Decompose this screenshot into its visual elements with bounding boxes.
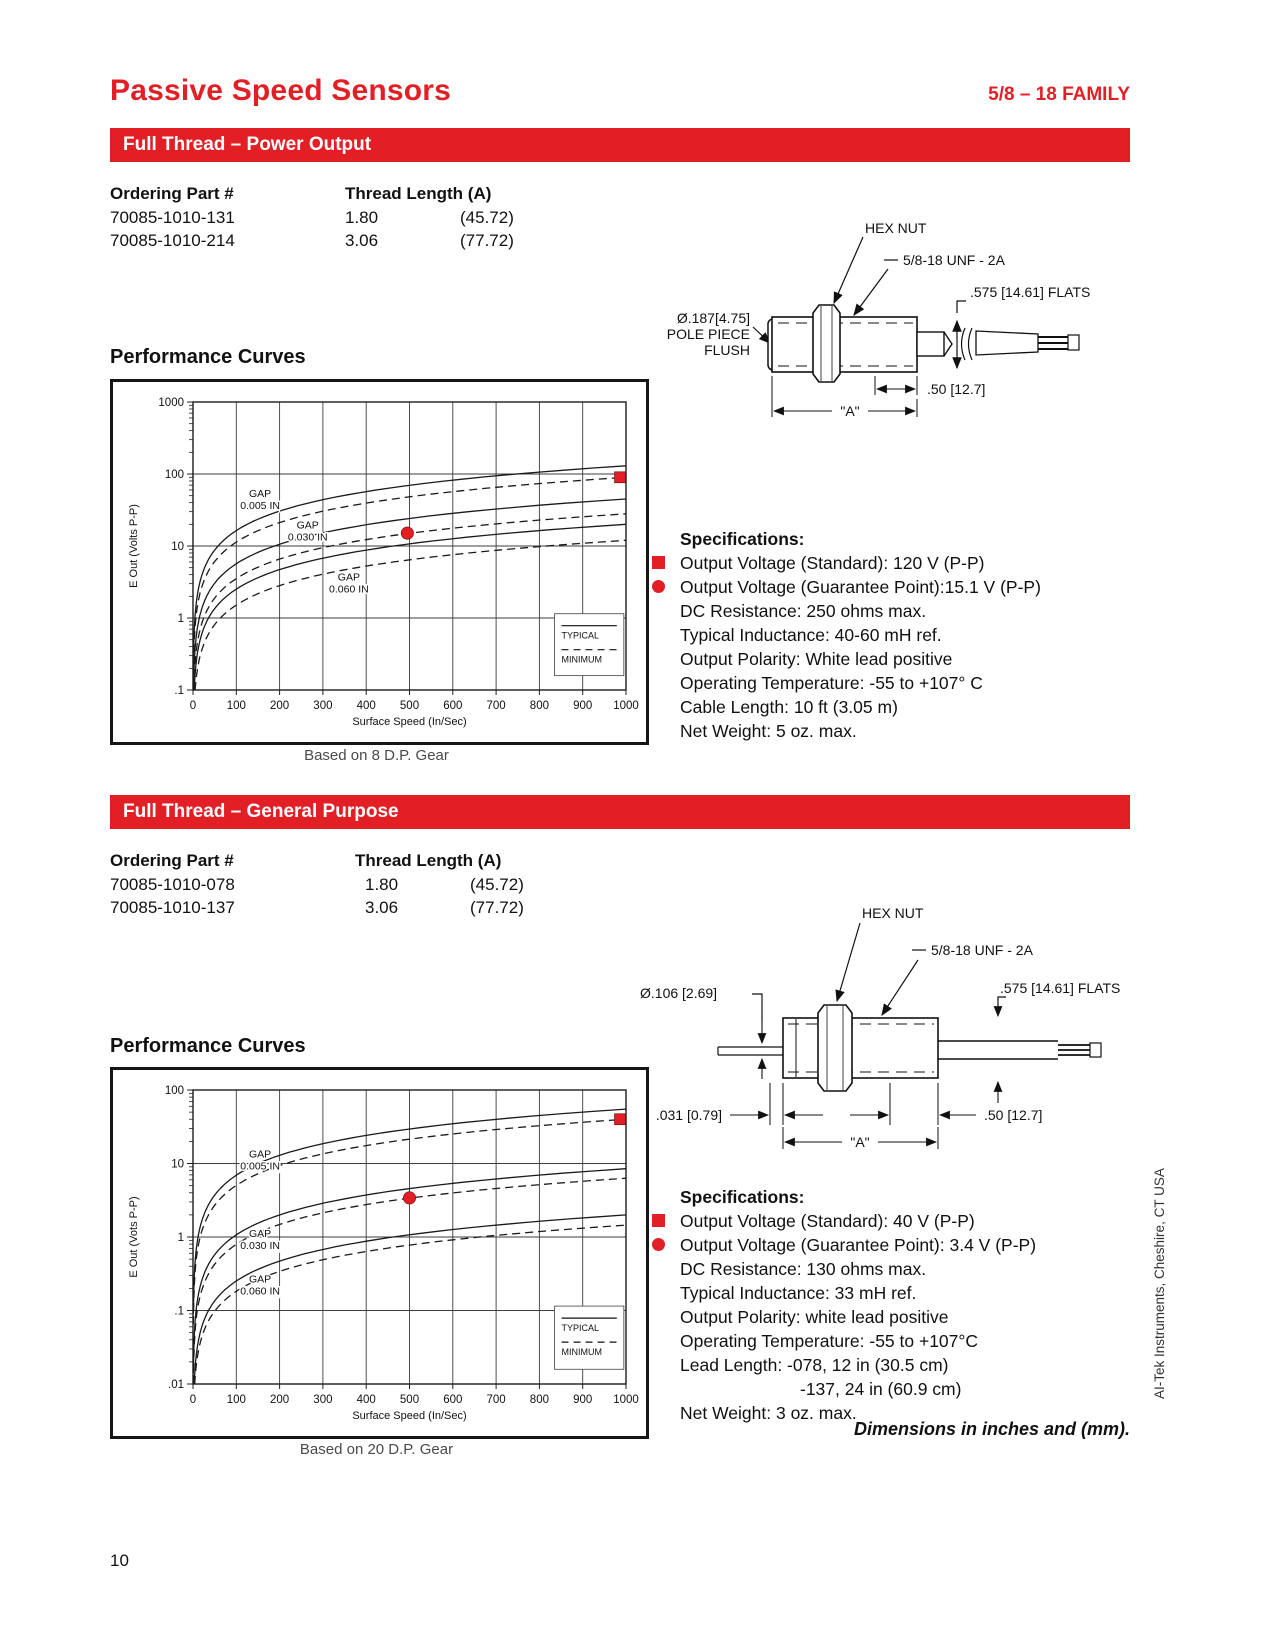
flats-label: .575 [14.61] FLATS — [970, 284, 1091, 300]
spec-output-voltage-standard: Output Voltage (Standard): 40 V (P-P) — [680, 1211, 975, 1231]
cable — [976, 331, 1038, 355]
svg-text:E Out (Volts P-P): E Out (Volts P-P) — [128, 504, 140, 588]
svg-text:100: 100 — [226, 1394, 246, 1406]
svg-text:0.005 IN: 0.005 IN — [240, 1160, 280, 1173]
section-banner-general-purpose: Full Thread – General Purpose — [110, 795, 1130, 829]
specifications-block — [652, 527, 1142, 743]
svg-text:E Out (Vots P-P): E Out (Vots P-P) — [128, 1196, 140, 1278]
red-square-bullet — [652, 556, 665, 569]
ordering-col-part: Ordering Part # — [110, 184, 234, 203]
spec-operating-temp: Operating Temperature: -55 to +107°C — [680, 1331, 979, 1351]
svg-text:800: 800 — [529, 700, 549, 712]
svg-text:MINIMUM: MINIMUM — [561, 1347, 603, 1358]
log-chart — [113, 382, 640, 736]
pole-piece-flush-label: FLUSH — [704, 342, 750, 358]
spec-output-voltage-guarantee: Output Voltage (Guarantee Point):15.1 V (P-P) — [680, 577, 1041, 597]
length-mm: (77.72) — [460, 231, 514, 250]
svg-text:300: 300 — [313, 700, 333, 712]
spec-dc-resistance: DC Resistance: 130 ohms max. — [680, 1259, 927, 1279]
svg-text:600: 600 — [443, 1394, 463, 1406]
ordering-col-length: Thread Length (A) — [355, 851, 502, 870]
svg-text:900: 900 — [573, 700, 593, 712]
svg-text:10: 10 — [171, 1158, 184, 1171]
performance-chart-general-purpose — [110, 1067, 649, 1439]
length-mm: (45.72) — [470, 875, 524, 894]
length-in: 3.06 — [345, 231, 379, 250]
svg-text:300: 300 — [313, 1394, 333, 1406]
dim-a-label: "A" — [850, 1134, 870, 1150]
svg-text:0: 0 — [189, 700, 197, 712]
svg-text:200: 200 — [270, 1394, 290, 1406]
svg-text:700: 700 — [486, 1394, 506, 1406]
spec-dc-resistance: DC Resistance: 250 ohms max. — [680, 601, 927, 621]
cable-break — [962, 328, 966, 360]
svg-text:0.060 IN: 0.060 IN — [329, 583, 369, 596]
svg-text:1000: 1000 — [158, 397, 184, 409]
chart-caption: Based on 20 D.P. Gear — [299, 1441, 454, 1458]
svg-text:Surface Speed (In/Sec): Surface Speed (In/Sec) — [352, 716, 467, 728]
length-in: 1.80 — [365, 875, 399, 894]
svg-text:1: 1 — [177, 1232, 184, 1244]
page-title: Passive Speed Sensors — [110, 74, 452, 107]
svg-text:0.030 IN: 0.030 IN — [287, 531, 328, 544]
sensor-drawing-general-purpose — [600, 863, 1180, 1158]
svg-text:.1: .1 — [174, 1305, 184, 1318]
hex-nut-label: HEX NUT — [865, 220, 927, 236]
spec-inductance: Typical Inductance: 40-60 mH ref. — [680, 625, 942, 645]
performance-chart-power-output — [110, 379, 649, 745]
spec-cable-length: Cable Length: 10 ft (3.05 m) — [680, 697, 898, 717]
hex-nut — [818, 1005, 852, 1091]
dim-031-label: .031 [0.79] — [655, 1107, 722, 1123]
svg-text:10: 10 — [171, 541, 184, 553]
hex-nut-label: HEX NUT — [862, 905, 924, 921]
svg-text:700: 700 — [486, 700, 506, 712]
svg-text:1000: 1000 — [613, 700, 639, 712]
ordering-col-length: Thread Length (A) — [345, 184, 492, 203]
pole-piece-label: POLE PIECE — [666, 326, 750, 342]
section-banner-power-output: Full Thread – Power Output — [110, 128, 1130, 162]
spec-net-weight: Net Weight: 5 oz. max. — [680, 721, 857, 741]
length-in: 3.06 — [365, 898, 399, 917]
sensor-drawing-power-output — [620, 195, 1180, 430]
spec-output-voltage-standard: Output Voltage (Standard): 120 V (P-P) — [680, 553, 985, 573]
log-chart — [113, 1070, 640, 1430]
part-number: 70085-1010-214 — [110, 231, 235, 250]
cable-tip — [1068, 335, 1079, 350]
spec-output-voltage-guarantee: Output Voltage (Guarantee Point): 3.4 V (P-P) — [680, 1235, 1037, 1255]
part-number: 70085-1010-131 — [110, 208, 235, 227]
svg-text:200: 200 — [270, 700, 290, 712]
red-circle-bullet — [652, 1238, 665, 1251]
svg-text:MINIMUM: MINIMUM — [561, 654, 603, 665]
dia-label: Ø.106 [2.69] — [640, 985, 718, 1001]
ordering-col-part: Ordering Part # — [110, 851, 234, 870]
performance-curves-heading: Performance Curves — [110, 1035, 306, 1057]
thread-label: 5/8-18 UNF - 2A — [931, 942, 1033, 958]
svg-text:GAP: GAP — [296, 519, 319, 532]
performance-curves-heading: Performance Curves — [110, 346, 306, 368]
pole-piece-dia-label: Ø.187[4.75] — [676, 310, 750, 326]
svg-text:GAP: GAP — [337, 571, 360, 584]
svg-text:500: 500 — [399, 1394, 420, 1406]
spec-operating-temp: Operating Temperature: -55 to +107° C — [680, 673, 983, 693]
cable-exit — [917, 332, 944, 356]
page-number: 10 — [110, 1551, 129, 1570]
spec-lead-length: Lead Length: -078, 12 in (30.5 cm) — [680, 1355, 949, 1375]
svg-text:100: 100 — [226, 700, 246, 712]
svg-text:1: 1 — [177, 613, 184, 625]
thread-label: 5/8-18 UNF - 2A — [903, 252, 1005, 268]
svg-text:0: 0 — [189, 1394, 197, 1406]
svg-text:400: 400 — [356, 700, 376, 712]
svg-text:100: 100 — [164, 1085, 184, 1097]
ordering-table — [110, 184, 630, 259]
specs-title: Specifications: — [680, 529, 805, 549]
svg-text:.1: .1 — [174, 685, 184, 697]
svg-text:1000: 1000 — [613, 1394, 639, 1406]
specs-title: Specifications: — [680, 1187, 805, 1207]
svg-text:TYPICAL: TYPICAL — [561, 630, 600, 641]
length-mm: (45.72) — [460, 208, 514, 227]
spec-net-weight: Net Weight: 3 oz. max. — [680, 1403, 857, 1423]
svg-text:GAP: GAP — [249, 1228, 272, 1240]
chart-caption: Based on 8 D.P. Gear — [304, 747, 449, 764]
sensor-body — [772, 317, 917, 372]
svg-text:0.060 IN: 0.060 IN — [240, 1285, 280, 1298]
spec-polarity: Output Polarity: white lead positive — [680, 1307, 949, 1327]
svg-text:100: 100 — [164, 469, 184, 481]
cable-tip — [1090, 1043, 1101, 1057]
svg-text:500: 500 — [399, 700, 420, 712]
svg-text:400: 400 — [356, 1394, 376, 1406]
svg-text:TYPICAL: TYPICAL — [561, 1323, 600, 1334]
dimensions-note: Dimensions in inches and (mm). — [853, 1419, 1130, 1439]
spec-lead-length-cont: -137, 24 in (60.9 cm) — [800, 1379, 962, 1399]
red-square-bullet — [652, 1214, 665, 1227]
spec-inductance: Typical Inductance: 33 mH ref. — [680, 1283, 917, 1303]
red-circle-bullet — [652, 580, 665, 593]
length-in: 1.80 — [345, 208, 379, 227]
svg-text:800: 800 — [529, 1394, 549, 1406]
svg-text:.01: .01 — [168, 1379, 184, 1391]
svg-text:GAP: GAP — [249, 488, 272, 501]
flats-label: .575 [14.61] FLATS — [1000, 980, 1121, 996]
dim-a-label: "A" — [840, 403, 860, 419]
length-mm: (77.72) — [470, 898, 524, 917]
part-number: 70085-1010-137 — [110, 898, 235, 917]
family-label: 5/8 – 18 FAMILY — [988, 84, 1130, 105]
ordering-table — [110, 851, 630, 926]
svg-text:GAP: GAP — [249, 1148, 272, 1161]
part-number: 70085-1010-078 — [110, 875, 235, 894]
dim-50-label: .50 [12.7] — [927, 381, 986, 397]
dim-50-label: .50 [12.7] — [984, 1107, 1043, 1123]
svg-text:GAP: GAP — [249, 1273, 272, 1286]
svg-text:0.030 IN: 0.030 IN — [240, 1240, 280, 1252]
svg-text:900: 900 — [573, 1394, 593, 1406]
hex-nut — [813, 305, 840, 382]
specifications-block — [652, 1185, 1142, 1425]
company-side-note: AI-Tek Instruments, Cheshire, CT USA — [1152, 1168, 1167, 1399]
svg-text:0.005 IN: 0.005 IN — [240, 500, 280, 513]
spec-polarity: Output Polarity: White lead positive — [680, 649, 953, 669]
svg-text:Surface Speed (In/Sec): Surface Speed (In/Sec) — [352, 1410, 467, 1422]
sensor-body — [783, 1018, 938, 1078]
svg-text:600: 600 — [443, 700, 463, 712]
